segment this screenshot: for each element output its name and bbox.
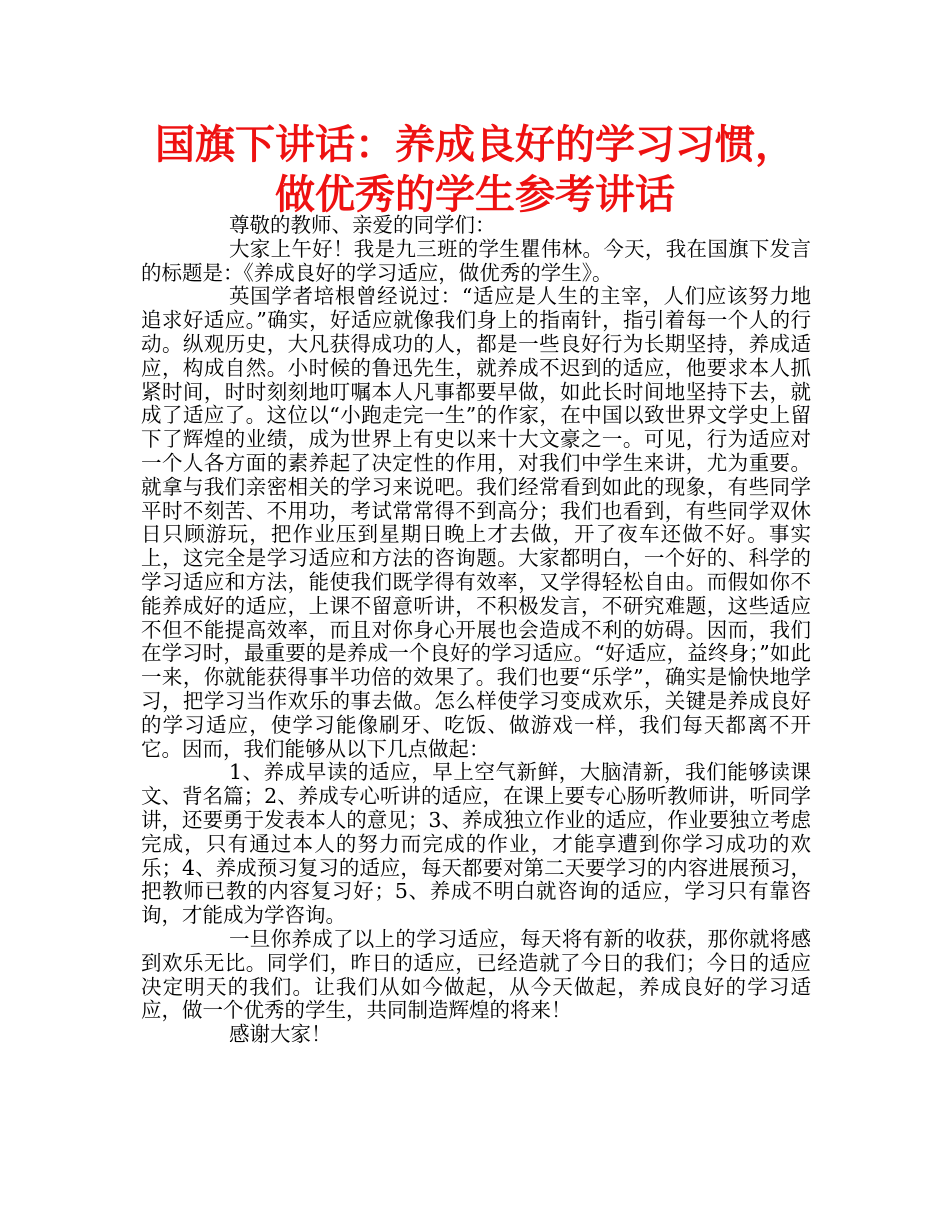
document-title: 国旗下讲话：养成良好的学习习惯，做优秀的学生参考讲话: [155, 122, 795, 218]
main-paragraph: 英国学者培根曾经说过：“适应是人生的主宰，人们应该努力地追求好适应。”确实，好适应就像我们身上的指南针，指引着每一个人的行动。纵观历史，大凡获得成功的人，都是一些良好行为长期坚持，养成适应，构成自然。小时候的鲁迅先生，就养成不迟到的适应，他要求本人抓紧时间，时时刻刻地叮嘱本人凡事都要早做，如此长时间地坚持下去，就成了适应了。这位以“小跑走完一生”的作家，在中国以致世界文学史上留下了辉煌的业绩，成为世界上有史以来十大文豪之一。可见，行为适应对一个人各方面的素养起了决定性的作用，对我们中学生来讲，尤为重要。就拿与我们亲密相关的学习来说吧。我们经常看到如此的现象，有些同学平时不刻苦、不用功，考试常常得不到高分；我们也看到，有些同学双休日只顾游玩，把作业压到星期日晚上才去做，开了夜车还做不好。事实上，这完全是学习适应和方法的咨询题。大家都明白，一个好的、科学的学习适应和方法，能使我们既学得有效率，又学得轻松自由。而假如你不能养成好的适应，上课不留意听讲，不积极发言，不研究难题，这些适应不但不能提高效率，而且对你身心开展也会造成不利的妨碍。因而，我们在学习时，最重要的是养成一个良好的学习适应。“好适应，益终身；”如此一来，你就能获得事半功倍的效果了。我们也要“乐学”，确实是愉快地学习，把学习当作欢乐的事去做。怎么样使学习变成欢乐，关键是养成良好的学习适应，使学习能像刷牙、吃饭、做游戏一样，我们每天都离不开它。因而，我们能够从以下几点做起：: [141, 284, 811, 761]
greeting-paragraph: 尊敬的教师、亲爱的同学们：: [229, 213, 496, 237]
habits-list-paragraph: 1、养成早读的适应，早上空气新鲜，大脑清新，我们能够读课文、背名篇；2、养成专心听讲的适应，在课上要专心肠听教师讲，听同学讲，还要勇于发表本人的意见；3、养成独立作业的适应，作业要独立考虑完成，只有通过本人的努力而完成的作业，才能享遭到你学习成功的欢乐；4、养成预习复习的适应，每天都要对第二天要学习的内容进展预习，把教师已教的内容复习好；5、养成不明白就咨询的适应，学习只有靠咨询，才能成为学咨询。: [141, 760, 811, 928]
intro-paragraph: 大家上午好！我是九三班的学生瞿伟林。今天，我在国旗下发言的标题是：《养成良好的学习适应，做优秀的学生》。: [141, 236, 811, 285]
thanks-paragraph: 感谢大家！: [229, 1022, 332, 1047]
conclusion-paragraph: 一旦你养成了以上的学习适应，每天将有新的收获，那你就将感到欢乐无比。同学们，昨日的适应，已经造就了今日的我们；今日的适应决定明天的我们。让我们从如今做起，从今天做起，养成良好的学习适应，做一个优秀的学生，共同制造辉煌的将来！: [141, 926, 811, 1023]
document-body: [141, 214, 811, 1047]
